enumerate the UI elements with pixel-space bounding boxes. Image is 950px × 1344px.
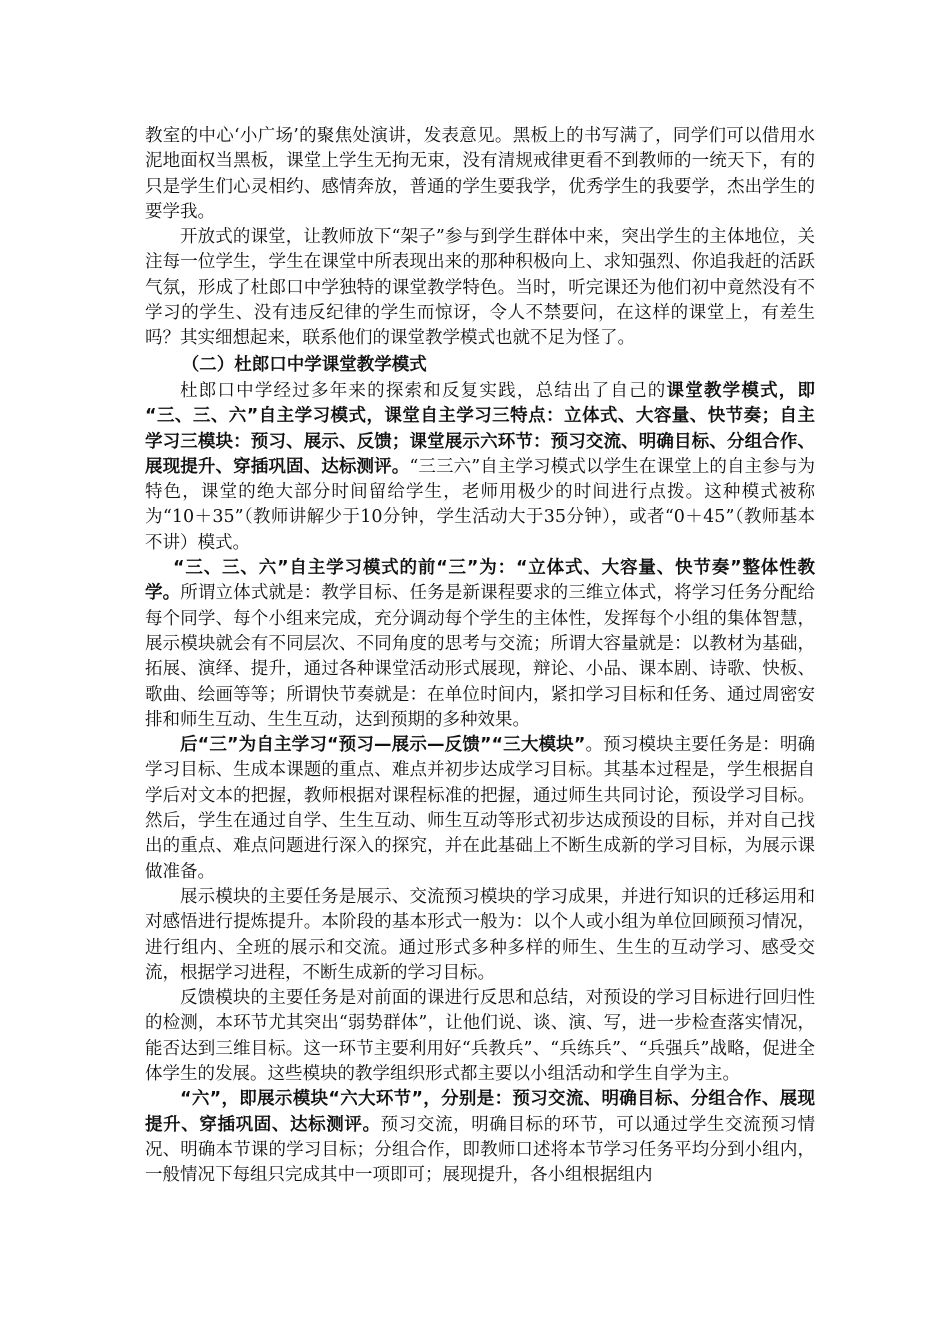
paragraph-5-bold: 后“三”为自主学习“预习—展示—反馈”“三大模块” (180, 735, 586, 756)
paragraph-4-rest: 所谓立体式就是：教学目标、任务是新课程要求的三维立体式，将学习任务分配给每个同学、每个小组来完成，充分调动每个学生的主体性，发挥每个小组的集体智慧，展示模块就会有不同层次、不同角度的思考与交流；所谓大容量就是：以教材为基础，拓展、演绎、提升，通过各种课堂活动形式展现，辩论、小品、课本剧、诗歌、快板、歌曲、绘画等等；所谓快节奏就是：在单位时间内，紧扣学习目标和任务、通过周密安排和师生互动、生生互动，达到预期的多种效果。 (145, 583, 816, 730)
paragraph-4-bold: “三、三、六”自主学习模式的前“三”为：“立体式、大容量、快节奏”整体性教学。 (145, 558, 815, 604)
paragraph-8 (145, 1087, 815, 1188)
paragraph-1: 教室的中心‘小广场’的聚焦处演讲，发表意见。黑板上的书写满了，同学们可以借用水泥地面权当黑板，课堂上学生无拘无束，没有清规戒律更看不到教师的一统天下，有的只是学生们心灵相约、感情奔放，普通的学生要我学，优秀学生的我要学，杰出学生的要学我。 (145, 126, 815, 222)
paragraph-5 (145, 733, 815, 885)
paragraph-7: 反馈模块的主要任务是对前面的课进行反思和总结，对预设的学习目标进行回归性的检测，本环节尤其突出“弱势群体”，让他们说、谈、演、写，进一步检查落实情况，能否达到三维目标。这一环节主要利用好“兵教兵”、“兵练兵”、“兵强兵”战略，促进全体学生的发展。这些模块的教学组织形式都主要以小组活动和学生自学为主。 (145, 988, 815, 1084)
paragraph-3-rest: “三三六”自主学习模式以学生在课堂上的自主参与为特色，课堂的绝大部分时间留给学生，老师用极少的时间进行点拨。这种模式被称为“10＋35”（教师讲解少于10分钟，学生活动大于35分钟），或者“0＋45”（教师基本不讲）模式。 (145, 456, 815, 553)
paragraph-8-rest: 预习交流，明确目标的环节，可以通过学生交流预习情况、明确本节课的学习目标；分组合作，即教师口述将本节学习任务平均分到小组内，一般情况下每组只完成其中一项即可；展现提升，各小组根据组内 (145, 1114, 815, 1186)
paragraph-6: 展示模块的主要任务是展示、交流预习模块的学习成果，并进行知识的迁移运用和对感悟进行提炼提升。本阶段的基本形式一般为：以个人或小组为单位回顾预习情况，进行组内、全班的展示和交流。通过形式多种多样的师生、生生的互动学习、感受交流，根据学习进程，不断生成新的学习目标。 (145, 886, 815, 983)
section-heading: （二）杜郎口中学课堂教学模式 (181, 354, 427, 375)
paragraph-3-bold: 课堂教学模式，即 “三、三、六”自主学习模式，课堂自主学习三特点：立体式、大容量、快节奏；自主学习三模块：预习、展示、反馈；课堂展示六环节：预习交流、明确目标、分组合作、展现提升、穿插巩固、达标测评。 (145, 380, 816, 477)
paragraph-4 (145, 556, 815, 733)
paragraph-3 (145, 379, 815, 556)
paragraph-3-text: 杜郎口中学经过多年来的探索和反复实践，总结出了自己的 (180, 380, 667, 401)
paragraph-8-bold: “六”，即展示模块“六大环节”，分别是：预习交流、明确目标、分组合作、展现提升、穿插巩固、达标测评。 (145, 1089, 815, 1135)
paragraph-5-rest: 。预习模块主要任务是：明确学习目标、生成本课题的重点、难点并初步达成学习目标。其基本过程是，学生根据自学后对文本的把握，教师根据对课程标准的把握，通过师生共同讨论，预设学习目标。然后，学生在通过自学、生生互动、师生互动等形式初步达成预设的目标，并对自己找出的重点、难点问题进行深入的探究，并在此基础上不断生成新的学习目标，为展示课做准备。 (145, 735, 816, 882)
document-page (145, 124, 815, 1188)
paragraph-2: 开放式的课堂，让教师放下“架子”参与到学生群体中来，突出学生的主体地位，关注每一位学生，学生在课堂中所表现出来的那种积极向上、求知强烈、你追我赶的活跃气氛，形成了杜郎口中学独特的课堂教学特色。当时，听完课还为他们初中竟然没有不学习的学生、没有违反纪律的学生而惊讶，令人不禁要问，在这样的课堂上，有差生吗？其实细想起来，联系他们的课堂教学模式也就不足为怪了。 (145, 227, 815, 349)
